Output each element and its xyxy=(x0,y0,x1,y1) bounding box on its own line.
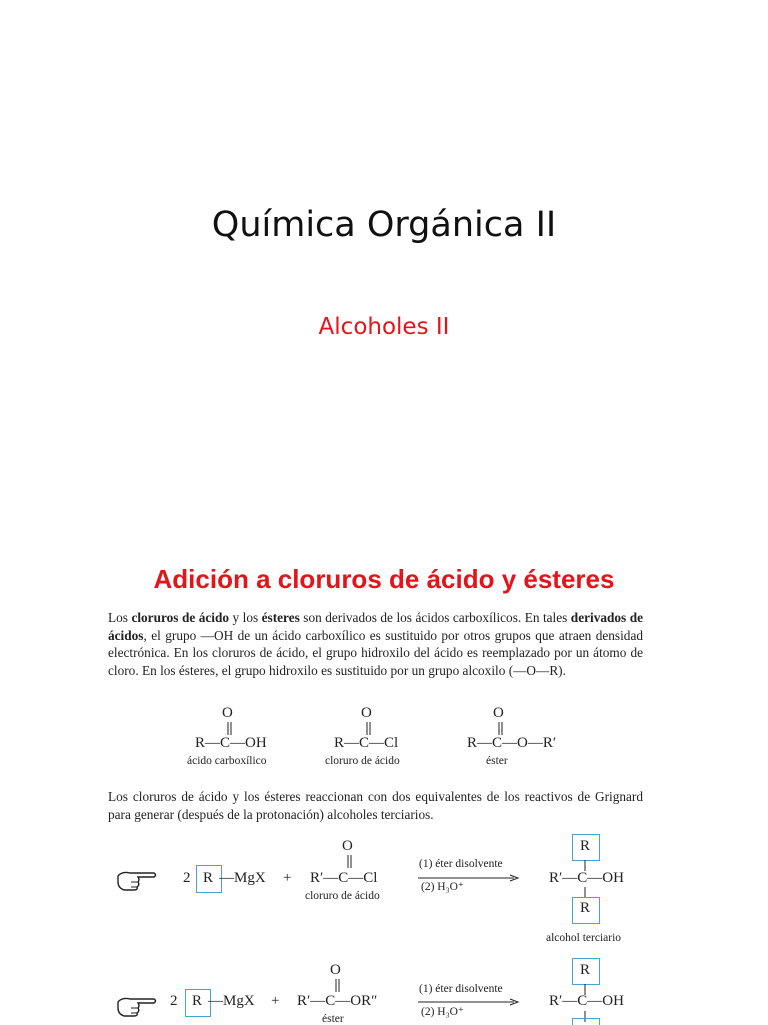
grignard-paragraph: Los cloruros de ácido y los ésteres reaccionan con dos equivalentes de los reactivos de Grignard para generar (después de la protonación) alcoholes terciarios. xyxy=(108,789,643,822)
section-heading: Adición a cloruros de ácido y ésteres xyxy=(153,564,615,594)
intro-paragraph: Los cloruros de ácido y los ésteres son derivados de los ácidos carboxílicos. En tales derivados de ácidos, el grupo —OH de un ácido carboxílico es sustituido por otros grupos que atraen densidad electrónica. En los cloruros de ácido, el grupo hidroxilo del ácido es reemplazado por un átomo de cloro. En los ésteres, el grupo hidroxilo es sustituido por un grupo alcoxilo (—O—R). xyxy=(108,610,643,678)
pointing-hand-icon xyxy=(116,868,158,892)
pointing-hand-icon xyxy=(116,994,158,1018)
slide-subtitle: Alcoholes II xyxy=(318,314,450,340)
slide-title: Química Orgánica II xyxy=(211,205,557,245)
